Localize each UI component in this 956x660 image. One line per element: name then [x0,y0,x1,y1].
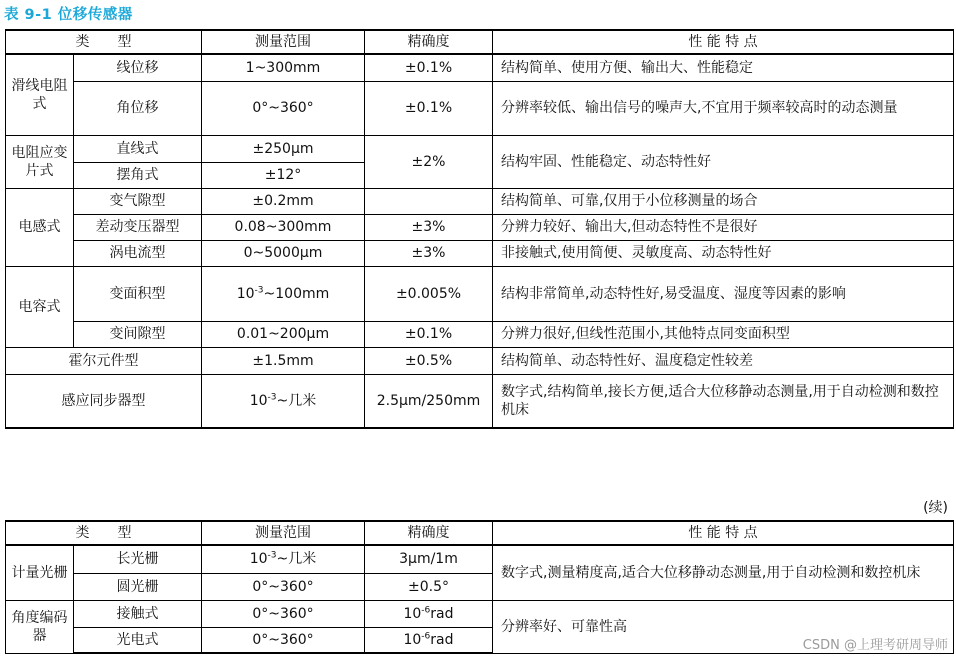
accuracy-cell: ±2% [365,135,493,188]
table-row [6,266,954,321]
features-cell: 结构简单、使用方便、输出大、性能稳定 [493,54,954,81]
features-cell: 非接触式,使用简便、灵敏度高、动态特性好 [493,240,954,266]
subtype-cell: 差动变压器型 [74,214,202,240]
features-cell: 结构非常简单,动态特性好,易受温度、湿度等因素的影响 [493,266,954,321]
subtype-cell: 光电式 [74,627,202,653]
range-rest: ~几米 [276,551,317,568]
continued-label: (续) [923,500,948,516]
accuracy-cell [365,600,493,627]
subtype-cell: 直线式 [74,135,202,162]
header-features: 性 能 特 点 [493,521,954,545]
features-cell: 结构简单、动态特性好、温度稳定性较差 [493,347,954,374]
accuracy-cell: ±0.1% [365,81,493,135]
type-cell: 感应同步器型 [6,374,202,428]
table-row [6,600,954,627]
table-row [6,374,954,428]
range-cell: ±0.2mm [202,188,365,214]
range-base: 10 [249,392,268,409]
features-cell: 数字式,测量精度高,适合大位移静动态测量,用于自动检测和数控机床 [493,545,954,600]
range-cell: 0°~360° [202,573,365,600]
header-row [6,30,954,54]
subtype-cell: 长光栅 [74,545,202,573]
range-cell [202,374,365,428]
table-row [6,321,954,347]
features-cell: 分辨力很好,但线性范围小,其他特点同变面积型 [493,321,954,347]
accuracy-cell: 2.5μm/250mm [365,374,493,428]
table-row [6,347,954,374]
subtype-cell: 摆角式 [74,162,202,188]
accuracy-cell: ±0.005% [365,266,493,321]
header-type: 类 型 [6,30,202,54]
accuracy-cell: ±0.5% [365,347,493,374]
range-cell: 0°~360° [202,600,365,627]
range-exponent: -3 [267,550,277,561]
range-base: 10 [249,551,268,568]
range-cell: ±1.5mm [202,347,365,374]
type-cell: 霍尔元件型 [6,347,202,374]
table-row [6,545,954,573]
accuracy-exponent: -6 [421,631,431,642]
watermark: CSDN @上理考研周导师 [802,638,948,653]
accuracy-cell [365,627,493,653]
header-accuracy: 精确度 [365,521,493,545]
accuracy-base: 10 [403,631,422,648]
range-exponent: -3 [254,284,264,295]
group-cell: 角度编码器 [6,600,74,653]
table-row [6,54,954,81]
accuracy-exponent: -6 [421,604,431,615]
features-cell: 分辨率较低、输出信号的噪声大,不宜用于频率较高时的动态测量 [493,81,954,135]
subtype-cell: 涡电流型 [74,240,202,266]
range-rest: ~100mm [263,285,330,302]
group-cell: 电感式 [6,188,74,266]
features-cell: 分辨率好、可靠性高 [493,600,954,653]
subtype-cell: 变面积型 [74,266,202,321]
table-row [6,81,954,135]
header-features: 性 能 特 点 [493,30,954,54]
features-cell: 分辨力较好、输出大,但动态特性不是很好 [493,214,954,240]
group-cell: 滑线电阻式 [6,54,74,135]
accuracy-cell [365,188,493,214]
range-base: 10 [236,285,255,302]
range-cell: ±250μm [202,135,365,162]
subtype-cell: 圆光栅 [74,573,202,600]
features-cell: 数字式,结构简单,接长方便,适合大位移静动态测量,用于自动检测和数控机床 [493,374,954,428]
group-cell: 电阻应变片式 [6,135,74,188]
accuracy-cell: ±3% [365,214,493,240]
range-cell: 1~300mm [202,54,365,81]
subtype-cell: 角位移 [74,81,202,135]
range-cell [202,545,365,573]
displacement-sensor-table [5,29,954,429]
range-cell: 0°~360° [202,627,365,653]
accuracy-cell: ±0.1% [365,321,493,347]
header-range: 测量范围 [202,30,365,54]
subtype-cell: 线位移 [74,54,202,81]
range-cell: 0~5000μm [202,240,365,266]
table-row [6,240,954,266]
features-cell: 结构牢固、性能稳定、动态特性好 [493,135,954,188]
group-cell: 电容式 [6,266,74,347]
accuracy-cell: ±0.5° [365,573,493,600]
table-row [6,135,954,162]
accuracy-cell: ±3% [365,240,493,266]
subtype-cell: 变气隙型 [74,188,202,214]
range-cell: 0.08~300mm [202,214,365,240]
range-exponent: -3 [267,392,277,403]
accuracy-cell: 3μm/1m [365,545,493,573]
header-row [6,521,954,545]
header-type: 类 型 [6,521,202,545]
group-cell: 计量光栅 [6,545,74,600]
features-cell: 结构简单、可靠,仅用于小位移测量的场合 [493,188,954,214]
accuracy-rest: rad [430,605,454,622]
range-cell: ±12° [202,162,365,188]
accuracy-rest: rad [430,631,454,648]
table-row [6,214,954,240]
range-cell: 0°~360° [202,81,365,135]
accuracy-base: 10 [403,605,422,622]
subtype-cell: 变间隙型 [74,321,202,347]
header-accuracy: 精确度 [365,30,493,54]
range-cell: 0.01~200μm [202,321,365,347]
subtype-cell: 接触式 [74,600,202,627]
table-title: 表 9-1 位移传感器 [4,7,133,23]
range-cell [202,266,365,321]
accuracy-cell: ±0.1% [365,54,493,81]
header-range: 测量范围 [202,521,365,545]
range-rest: ~几米 [276,392,317,409]
table-row [6,188,954,214]
